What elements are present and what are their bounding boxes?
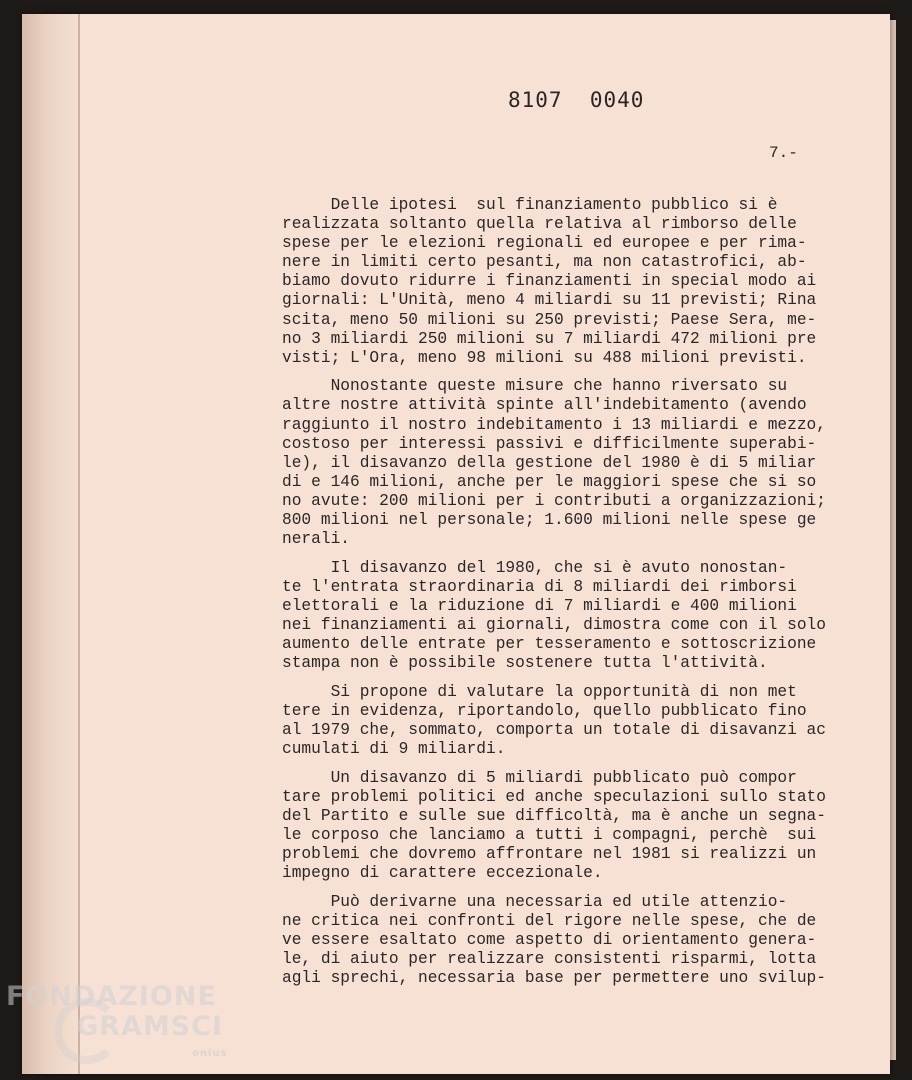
archive-number: 8107 0040 (508, 88, 645, 112)
text-line: 800 milioni nel personale; 1.600 milioni nelle spese ge (282, 511, 817, 529)
text-line: ne critica nei confronti del rigore nelle spese, che de (282, 911, 817, 930)
paragraph-5 (282, 769, 842, 884)
text-line: Si propone di valutare la opportunità di non met (282, 682, 797, 701)
text-line: del Partito e sulle sue difficoltà, ma è anche un segna- (282, 806, 826, 825)
text-line: realizzata soltanto quella relativa al rimborso delle (282, 215, 797, 234)
watermark-line-2: GRAMSCI (76, 1011, 224, 1042)
text-line: tare problemi politici ed anche speculazioni sullo stato (282, 787, 826, 806)
text-line: costoso per interessi passivi e difficilmente superabi- (282, 434, 817, 453)
binding-gutter (22, 14, 80, 1074)
typed-body-text (282, 196, 842, 998)
text-line: altre nostre attività spinte all'indebitamento (avendo (282, 396, 807, 415)
watermark-g-logo-icon (54, 998, 120, 1064)
text-line: di e 146 milioni, anche per le maggiori spese che si so (282, 472, 817, 491)
text-line: giornali: L'Unità, meno 4 miliardi su 11 previsti; Rina (282, 291, 817, 310)
text-line: Nonostante queste misure che hanno riversato su (282, 377, 788, 396)
text-line: Un disavanzo di 5 miliardi pubblicato può compor (282, 768, 797, 787)
text-line: stampa non è possibile sostenere tutta l'attività. (282, 654, 768, 673)
text-line: le corposo che lanciamo a tutti i compagni, perchè sui (282, 825, 817, 844)
text-line: cumulati di 9 miliardi. (282, 740, 506, 759)
paragraph-2 (282, 377, 842, 549)
text-line: elettorali e la riduzione di 7 miliardi e 400 milioni (282, 596, 797, 615)
text-line: impegno di carattere eccezionale. (282, 864, 603, 883)
text-line: le), il disavanzo della gestione del 1980 è di 5 miliar (282, 453, 817, 472)
text-line: biamo dovuto ridurre i finanziamenti in special modo ai (282, 272, 817, 291)
text-line: tere in evidenza, riportandolo, quello pubblicato fino (282, 701, 807, 720)
text-line: no avute: 200 milioni per i contributi a organizzazioni; (282, 491, 826, 510)
text-line: scita, meno 50 milioni su 250 previsti; Paese Sera, me- (282, 310, 817, 329)
paragraph-4 (282, 683, 842, 759)
document-page (22, 14, 890, 1074)
text-line: nerali. (282, 530, 350, 549)
watermark-line-1: FONDAZIONE (6, 981, 217, 1012)
text-line: raggiunto il nostro indebitamento i 13 miliardi e mezzo, (282, 415, 826, 434)
page-number: 7.- (769, 144, 798, 162)
text-line: agli sprechi, necessaria base per permettere uno svilup- (282, 969, 826, 988)
text-line: spese per le elezioni regionali ed europee e per rima- (282, 234, 807, 253)
text-line: le, di aiuto per realizzare consistenti risparmi, lotta (282, 949, 817, 968)
text-line: te l'entrata straordinaria di 8 miliardi dei rimborsi (282, 577, 797, 596)
text-line: al 1979 che, sommato, comporta un totale di disavanzi ac (282, 720, 826, 739)
paragraph-1 (282, 196, 842, 368)
paragraph-3 (282, 559, 842, 674)
text-line: Delle ipotesi sul finanziamento pubblico si è (282, 196, 778, 214)
text-line: nere in limiti certo pesanti, ma non catastrofici, ab- (282, 253, 807, 272)
text-line: Il disavanzo del 1980, che si è avuto nonostan- (282, 558, 788, 577)
text-line: Può derivarne una necessaria ed utile attenzio- (282, 892, 788, 911)
text-line: no 3 miliardi 250 milioni su 7 miliardi 472 milioni pre (282, 329, 817, 348)
fondazione-gramsci-watermark (6, 981, 228, 1059)
watermark-sub: onlus (192, 1048, 228, 1059)
text-line: aumento delle entrate per tesseramento e sottoscrizione (282, 635, 817, 654)
text-line: nei finanziamenti ai giornali, dimostra come con il solo (282, 615, 826, 634)
text-line: problemi che dovremo affrontare nel 1981 si realizzi un (282, 845, 817, 863)
text-line: ve essere esaltato come aspetto di orientamento genera- (282, 930, 817, 949)
page-fold (78, 14, 80, 1074)
text-line: visti; L'Ora, meno 98 milioni su 488 milioni previsti. (282, 348, 807, 367)
paragraph-6 (282, 893, 842, 988)
